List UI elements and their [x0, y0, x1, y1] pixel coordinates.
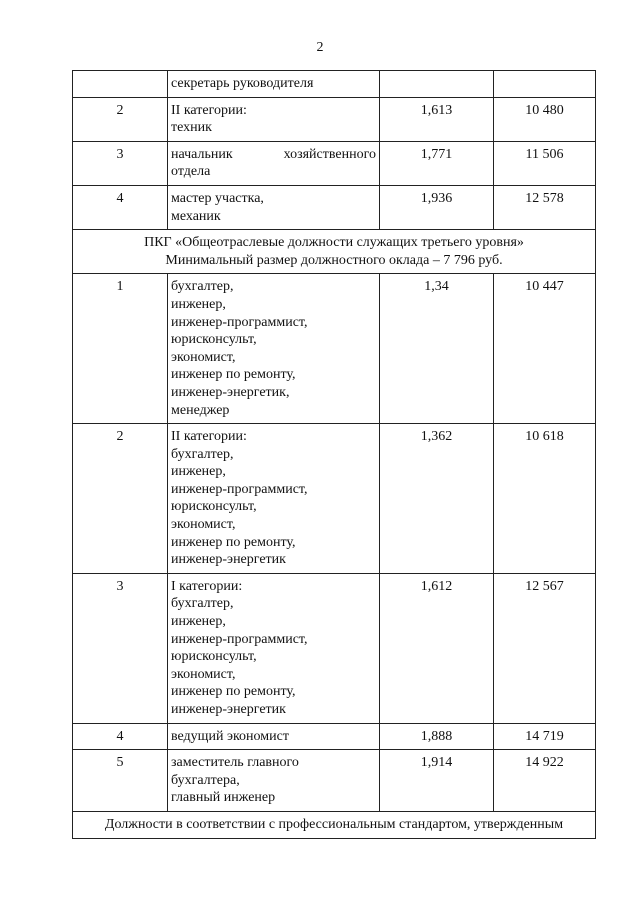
position-cell: [168, 141, 380, 185]
position-line: инженер-программист,: [171, 631, 308, 647]
group-header-row: [73, 230, 596, 274]
group-header-cell: [73, 811, 596, 838]
position-cell: [168, 71, 380, 98]
position-line: инженер,: [171, 296, 226, 312]
position-line: экономист,: [171, 666, 236, 682]
position-line: юрисконсульт,: [171, 332, 257, 348]
table-row: [73, 573, 596, 723]
salary-table: [72, 70, 596, 839]
table-row: [73, 71, 596, 98]
qualification-level-cell: 4: [73, 723, 168, 750]
group-header-text: Минимальный размер должностного оклада – 7 796 руб.: [165, 252, 503, 268]
position-line: заместитель главного: [171, 755, 299, 771]
salary-table-body: [73, 71, 596, 839]
coefficient-cell: 1,612: [380, 573, 494, 723]
position-line: инженер-программист,: [171, 481, 308, 497]
salary-cell: [494, 71, 596, 98]
position-line: I категории:: [171, 578, 243, 594]
position-cell: [168, 723, 380, 750]
position-line: инженер по ремонту,: [171, 684, 296, 700]
qualification-level-cell: 5: [73, 750, 168, 812]
coefficient-cell: 1,888: [380, 723, 494, 750]
position-line: бухгалтер,: [171, 596, 234, 612]
position-cell: [168, 424, 380, 574]
position-line: главный инженер: [171, 790, 276, 806]
position-line: ведущий экономист: [171, 728, 289, 744]
coefficient-cell: 1,362: [380, 424, 494, 574]
position-line: менеджер: [171, 402, 230, 418]
position-line: инженер-энергетик,: [171, 384, 290, 400]
table-row: [73, 424, 596, 574]
position-line: II категории:: [171, 102, 247, 118]
table-row: [73, 97, 596, 141]
group-header-cell: [73, 230, 596, 274]
position-line: юрисконсульт,: [171, 499, 257, 515]
position-cell: [168, 750, 380, 812]
salary-cell: 11 506: [494, 141, 596, 185]
position-line: мастер участка,: [171, 190, 264, 206]
salary-cell: 14 719: [494, 723, 596, 750]
salary-cell: 10 447: [494, 274, 596, 424]
coefficient-cell: 1,771: [380, 141, 494, 185]
coefficient-cell: 1,34: [380, 274, 494, 424]
position-line: экономист,: [171, 517, 236, 533]
position-line: бухгалтера,: [171, 772, 240, 788]
salary-cell: 10 618: [494, 424, 596, 574]
position-line: секретарь руководителя: [171, 76, 314, 91]
table-row: [73, 185, 596, 229]
position-word: начальник: [171, 146, 233, 162]
table-row: [73, 274, 596, 424]
position-word: хозяйственного: [283, 146, 376, 162]
position-line: инженер-энергетик: [171, 702, 286, 717]
salary-cell: 12 578: [494, 185, 596, 229]
coefficient-cell: [380, 71, 494, 98]
qualification-level-cell: 1: [73, 274, 168, 424]
coefficient-cell: 1,613: [380, 97, 494, 141]
group-header-row: [73, 811, 596, 838]
position-cell: [168, 573, 380, 723]
qualification-level-cell: 2: [73, 424, 168, 574]
qualification-level-cell: [73, 71, 168, 98]
position-line: инженер-энергетик: [171, 552, 286, 568]
position-line: экономист,: [171, 349, 236, 365]
position-cell: [168, 274, 380, 424]
page-number: 2: [316, 40, 324, 55]
qualification-level-cell: 4: [73, 185, 168, 229]
position-line: инженер,: [171, 614, 226, 630]
qualification-level-cell: 2: [73, 97, 168, 141]
coefficient-cell: 1,936: [380, 185, 494, 229]
position-line: механик: [171, 208, 221, 224]
qualification-level-cell: 3: [73, 573, 168, 723]
position-line: инженер по ремонту,: [171, 534, 296, 550]
position-line: бухгалтер,: [171, 279, 234, 295]
table-row: [73, 141, 596, 185]
position-line: отдела: [171, 164, 211, 180]
salary-cell: 10 480: [494, 97, 596, 141]
position-line: техник: [171, 120, 212, 136]
position-line: II категории:: [171, 429, 247, 445]
position-cell: [168, 97, 380, 141]
position-line: юрисконсульт,: [171, 649, 257, 665]
qualification-level-cell: 3: [73, 141, 168, 185]
group-header-text: Должности в соответствии с профессиональным стандартом, утвержденным: [104, 816, 564, 832]
position-line: инженер,: [171, 464, 226, 480]
coefficient-cell: 1,914: [380, 750, 494, 812]
table-row: [73, 750, 596, 812]
position-cell: [168, 185, 380, 229]
position-line: бухгалтер,: [171, 446, 234, 462]
group-header-text: ПКГ «Общеотраслевые должности служащих третьего уровня»: [144, 235, 524, 251]
position-line: [171, 146, 376, 164]
salary-cell: 14 922: [494, 750, 596, 812]
salary-cell: 12 567: [494, 573, 596, 723]
position-line: инженер-программист,: [171, 314, 308, 330]
position-line: инженер по ремонту,: [171, 367, 296, 383]
table-row: [73, 723, 596, 750]
